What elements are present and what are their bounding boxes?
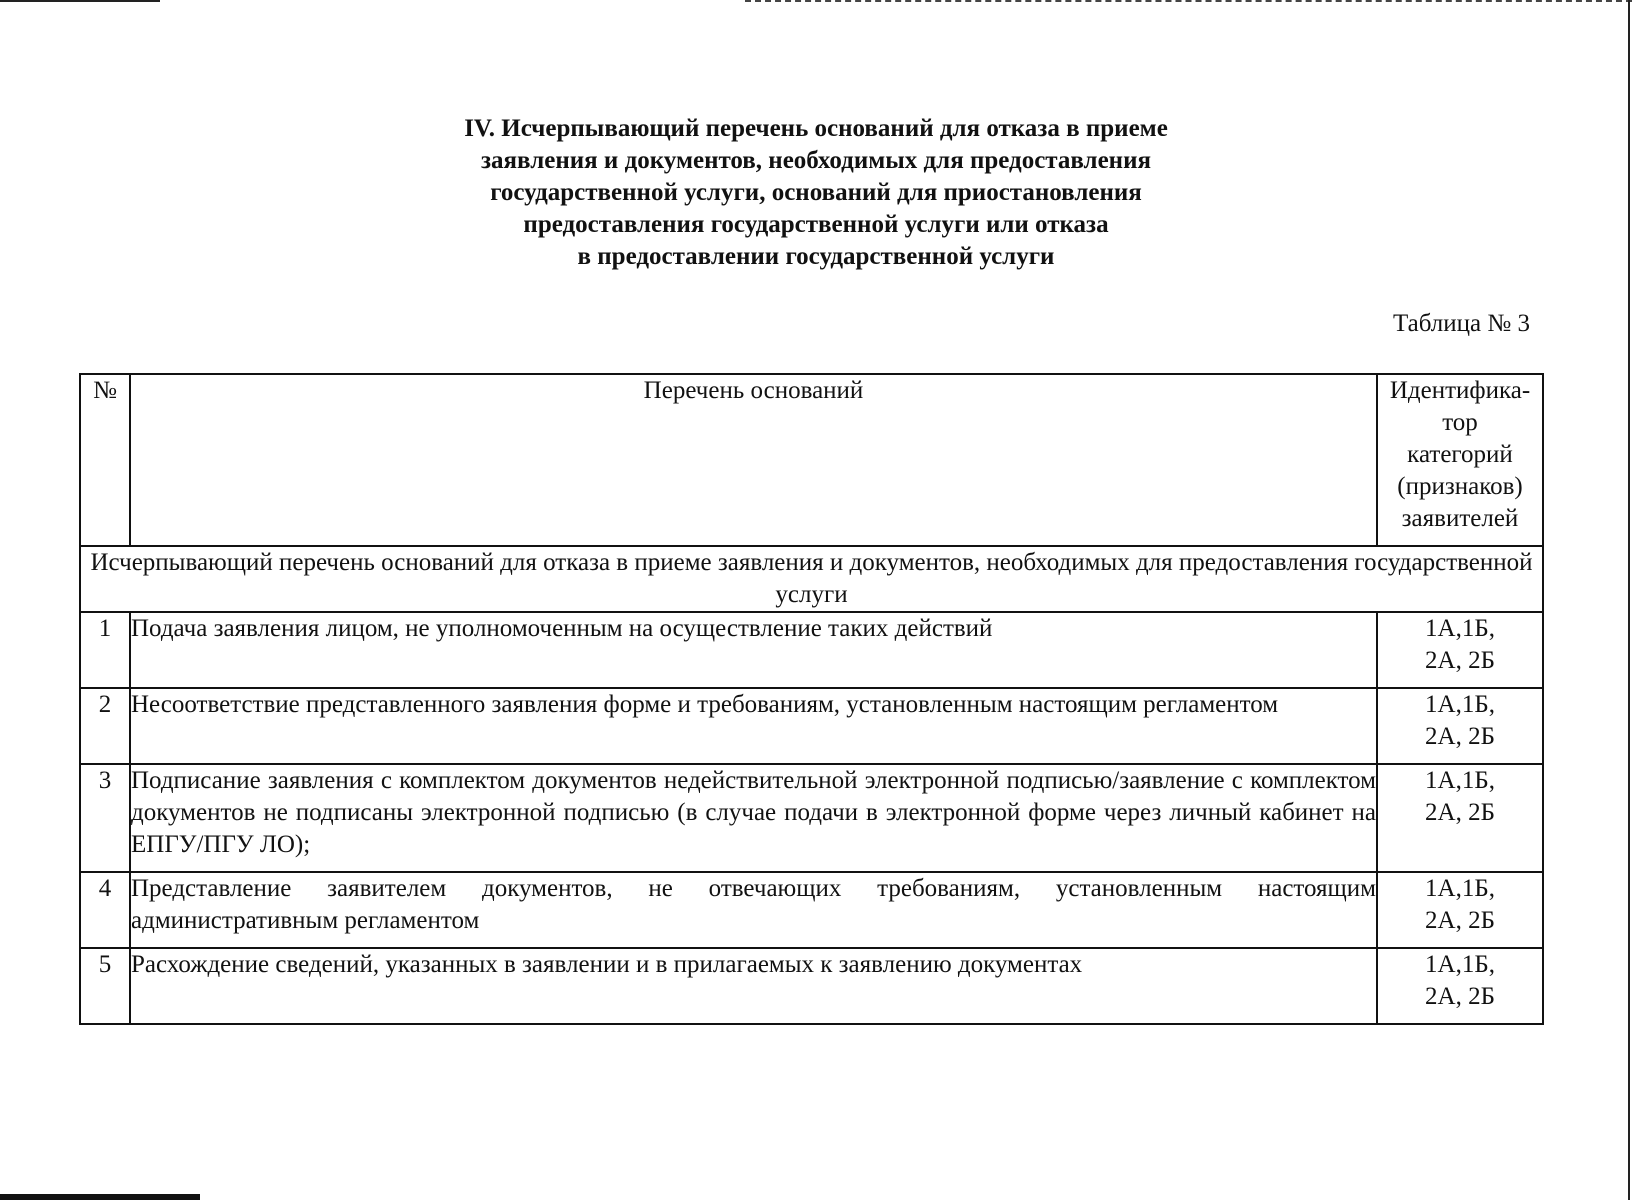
row-id-line: 1А,1Б,	[1425, 767, 1495, 794]
row-ground-text: Представление заявителем документов, не отвечающих требованиям, установленным настоящим административным регламентом	[130, 872, 1377, 948]
section-heading	[0, 113, 1632, 273]
row-ground-text: Подписание заявления с комплектом документов недействительной электронной подписью/заявление с комплектом документов не подписаны электронной подписью (в случае подачи в электронной форме через личный кабинет на ЕПГУ/ПГУ ЛО);	[130, 764, 1377, 872]
row-id-line: 2А, 2Б	[1425, 723, 1495, 750]
row-ground-text: Подача заявления лицом, не уполномоченным на осуществление таких действий	[130, 612, 1377, 688]
table-row	[80, 688, 1543, 764]
header-applicant-category-id	[1377, 374, 1543, 546]
row-category-id	[1377, 688, 1543, 764]
header-id-line: Идентифика-	[1389, 377, 1531, 404]
row-number: 2	[80, 688, 130, 764]
scan-edge-top-right	[745, 0, 1632, 2]
row-id-line: 1А,1Б,	[1425, 951, 1495, 978]
row-id-line: 1А,1Б,	[1425, 875, 1495, 902]
heading-line-1: IV. Исчерпывающий перечень оснований для отказа в приеме	[464, 115, 1168, 142]
table-header-row	[80, 374, 1543, 546]
header-number: №	[80, 374, 130, 546]
row-category-id	[1377, 612, 1543, 688]
scan-edge-top-left	[0, 0, 160, 2]
table-row	[80, 764, 1543, 872]
header-id-line: категорий	[1407, 441, 1513, 468]
header-id-line: тор	[1442, 409, 1478, 436]
row-id-line: 2А, 2Б	[1425, 647, 1495, 674]
scan-edge-bottom-left	[0, 1194, 200, 1200]
row-number: 3	[80, 764, 130, 872]
heading-line-4: предоставления государственной услуги или отказа	[523, 211, 1109, 238]
row-category-id	[1377, 764, 1543, 872]
heading-line-5: в предоставлении государственной услуги	[577, 243, 1055, 270]
heading-line-3: государственной услуги, оснований для приостановления	[490, 179, 1142, 206]
grounds-table	[79, 373, 1544, 1025]
row-id-line: 1А,1Б,	[1425, 615, 1495, 642]
heading-line-2: заявления и документов, необходимых для предоставления	[480, 147, 1152, 174]
table-caption: Таблица № 3	[1392, 310, 1530, 337]
row-category-id	[1377, 948, 1543, 1024]
row-id-line: 2А, 2Б	[1425, 983, 1495, 1010]
row-id-line: 2А, 2Б	[1425, 799, 1495, 826]
row-id-line: 1А,1Б,	[1425, 691, 1495, 718]
row-number: 5	[80, 948, 130, 1024]
table-row	[80, 612, 1543, 688]
table-row	[80, 872, 1543, 948]
row-ground-text: Расхождение сведений, указанных в заявлении и в прилагаемых к заявлению документах	[130, 948, 1377, 1024]
header-id-line: заявителей	[1401, 505, 1519, 532]
section-title: Исчерпывающий перечень оснований для отказа в приеме заявления и документов, необходимых для предоставления государственной услуги	[80, 546, 1543, 612]
table-row	[80, 948, 1543, 1024]
row-number: 4	[80, 872, 130, 948]
row-category-id	[1377, 872, 1543, 948]
header-id-line: (признаков)	[1397, 473, 1523, 500]
row-id-line: 2А, 2Б	[1425, 907, 1495, 934]
row-number: 1	[80, 612, 130, 688]
section-title-row	[80, 546, 1543, 612]
row-ground-text: Несоответствие представленного заявления форме и требованиям, установленным настоящим регламентом	[130, 688, 1377, 764]
header-grounds-list: Перечень оснований	[130, 374, 1377, 546]
